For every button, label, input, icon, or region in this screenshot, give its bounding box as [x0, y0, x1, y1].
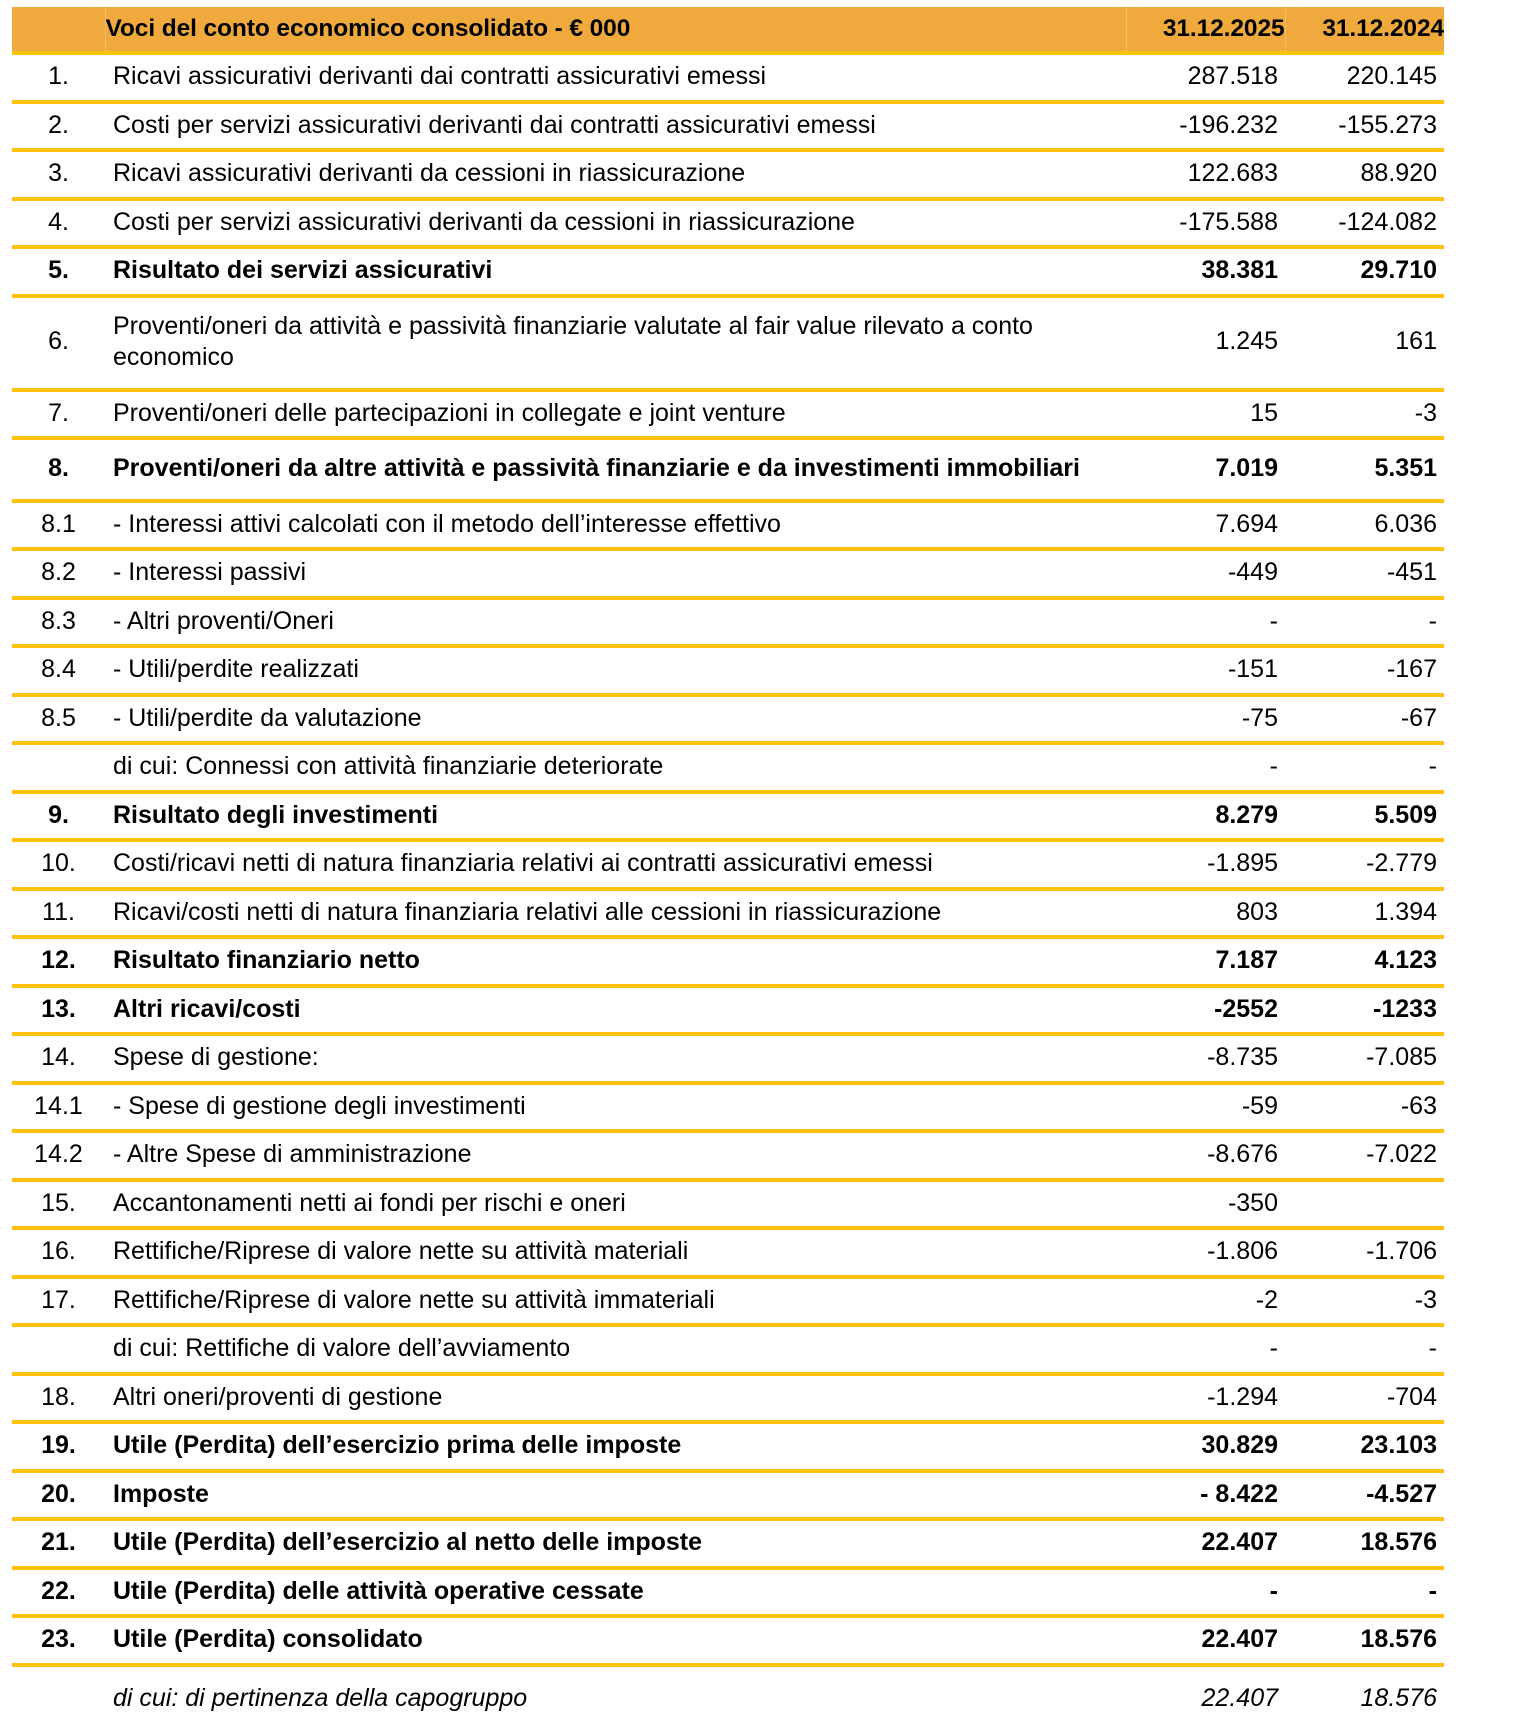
table-body: [12, 53, 1444, 1730]
row-label: Imposte: [105, 1471, 1126, 1520]
row-value-2025: -196.232: [1126, 102, 1285, 151]
row-value-2024: 161: [1285, 296, 1444, 390]
row-value-2025: 15: [1126, 390, 1285, 439]
table-row: [12, 1616, 1444, 1665]
row-value-2024: 18.576: [1285, 1616, 1444, 1665]
row-value-2025: -: [1126, 743, 1285, 792]
row-label: Proventi/oneri da altre attività e passività finanziarie e da investimenti immobiliari: [105, 438, 1126, 501]
header-number-col: [12, 7, 105, 53]
row-number: 23.: [12, 1616, 105, 1665]
table-row: [12, 53, 1444, 102]
row-number: 1.: [12, 53, 105, 102]
table-row: [12, 1228, 1444, 1277]
row-value-2025: -151: [1126, 646, 1285, 695]
table-row: [12, 1034, 1444, 1083]
row-label: Utile (Perdita) consolidato: [105, 1616, 1126, 1665]
row-number: 9.: [12, 792, 105, 841]
row-value-2024: -: [1285, 598, 1444, 647]
table-row: [12, 1519, 1444, 1568]
table-header: [12, 7, 1444, 53]
row-label: Proventi/oneri da attività e passività finanziarie valutate al fair value rilevato a conto economico: [105, 296, 1126, 390]
row-value-2024: -67: [1285, 695, 1444, 744]
row-number: 16.: [12, 1228, 105, 1277]
row-number: 12.: [12, 937, 105, 986]
header-period-2024: 31.12.2024: [1285, 7, 1444, 53]
row-label: di cui: Connessi con attività finanziarie deteriorate: [105, 743, 1126, 792]
row-label: Rettifiche/Riprese di valore nette su attività materiali: [105, 1228, 1126, 1277]
row-value-2025: 22.407: [1126, 1616, 1285, 1665]
row-label: Altri ricavi/costi: [105, 986, 1126, 1035]
row-value-2024: 23.103: [1285, 1422, 1444, 1471]
row-value-2025: 7.019: [1126, 438, 1285, 501]
row-number: 8.3: [12, 598, 105, 647]
row-label: - Interessi attivi calcolati con il metodo dell’interesse effettivo: [105, 501, 1126, 550]
row-label: Rettifiche/Riprese di valore nette su attività immateriali: [105, 1277, 1126, 1326]
row-label: Ricavi/costi netti di natura finanziaria relativi alle cessioni in riassicurazione: [105, 889, 1126, 938]
row-number: 19.: [12, 1422, 105, 1471]
row-number: 22.: [12, 1568, 105, 1617]
row-value-2025: -175.588: [1126, 199, 1285, 248]
row-value-2024: -7.085: [1285, 1034, 1444, 1083]
row-value-2024: -451: [1285, 549, 1444, 598]
row-number: 17.: [12, 1277, 105, 1326]
row-value-2025: -2552: [1126, 986, 1285, 1035]
row-label: Utile (Perdita) dell’esercizio prima delle imposte: [105, 1422, 1126, 1471]
table-row: [12, 986, 1444, 1035]
row-number: 3.: [12, 150, 105, 199]
header-row: [12, 7, 1444, 53]
table-row: [12, 598, 1444, 647]
row-number: 15.: [12, 1180, 105, 1229]
row-label: Altri oneri/proventi di gestione: [105, 1374, 1126, 1423]
row-value-2024: -: [1285, 1325, 1444, 1374]
row-value-2025: -1.294: [1126, 1374, 1285, 1423]
row-number: 14.1: [12, 1083, 105, 1132]
row-number: 2.: [12, 102, 105, 151]
row-value-2025: - 8.422: [1126, 1471, 1285, 1520]
table-row: [12, 1665, 1444, 1730]
row-value-2025: 8.279: [1126, 792, 1285, 841]
row-label: Utile (Perdita) delle attività operative cessate: [105, 1568, 1126, 1617]
table-row: [12, 1568, 1444, 1617]
table-row: [12, 390, 1444, 439]
row-number: 18.: [12, 1374, 105, 1423]
row-label: Risultato dei servizi assicurativi: [105, 247, 1126, 296]
row-value-2024: 220.145: [1285, 53, 1444, 102]
row-number: 4.: [12, 199, 105, 248]
row-value-2024: -2.779: [1285, 840, 1444, 889]
row-value-2025: -1.806: [1126, 1228, 1285, 1277]
row-label: Spese di gestione:: [105, 1034, 1126, 1083]
table-row: [12, 247, 1444, 296]
table-row: [12, 199, 1444, 248]
row-label: - Utili/perdite da valutazione: [105, 695, 1126, 744]
row-number: 8.4: [12, 646, 105, 695]
table-row: [12, 150, 1444, 199]
row-value-2025: -350: [1126, 1180, 1285, 1229]
row-number: [12, 1665, 105, 1730]
row-value-2024: 29.710: [1285, 247, 1444, 296]
table-row: [12, 102, 1444, 151]
row-label: - Altri proventi/Oneri: [105, 598, 1126, 647]
table-row: [12, 1131, 1444, 1180]
table-row: [12, 743, 1444, 792]
row-label: Risultato finanziario netto: [105, 937, 1126, 986]
table-row: [12, 1422, 1444, 1471]
row-value-2025: -2: [1126, 1277, 1285, 1326]
table-row: [12, 695, 1444, 744]
row-number: 21.: [12, 1519, 105, 1568]
row-value-2024: -124.082: [1285, 199, 1444, 248]
row-value-2025: -59: [1126, 1083, 1285, 1132]
row-value-2025: -1.895: [1126, 840, 1285, 889]
row-value-2025: 30.829: [1126, 1422, 1285, 1471]
row-label: Costi/ricavi netti di natura finanziaria relativi ai contratti assicurativi emessi: [105, 840, 1126, 889]
row-number: 7.: [12, 390, 105, 439]
row-value-2025: -75: [1126, 695, 1285, 744]
table-row: [12, 1083, 1444, 1132]
row-number: 11.: [12, 889, 105, 938]
table-row: [12, 792, 1444, 841]
row-value-2025: 38.381: [1126, 247, 1285, 296]
row-number: [12, 1325, 105, 1374]
table-row: [12, 296, 1444, 390]
row-value-2024: 1.394: [1285, 889, 1444, 938]
row-value-2025: 7.694: [1126, 501, 1285, 550]
row-label: - Utili/perdite realizzati: [105, 646, 1126, 695]
row-value-2024: -704: [1285, 1374, 1444, 1423]
row-value-2024: 6.036: [1285, 501, 1444, 550]
row-value-2024: 5.351: [1285, 438, 1444, 501]
row-value-2024: [1285, 1180, 1444, 1229]
row-label: Costi per servizi assicurativi derivanti dai contratti assicurativi emessi: [105, 102, 1126, 151]
row-value-2025: 22.407: [1126, 1519, 1285, 1568]
row-number: 8.: [12, 438, 105, 501]
row-number: 8.5: [12, 695, 105, 744]
row-value-2024: -3: [1285, 390, 1444, 439]
row-number: 5.: [12, 247, 105, 296]
row-number: [12, 743, 105, 792]
row-value-2024: -1233: [1285, 986, 1444, 1035]
header-description-col: Voci del conto economico consolidato - € 000: [105, 7, 1126, 53]
row-label: Ricavi assicurativi derivanti da cessioni in riassicurazione: [105, 150, 1126, 199]
row-value-2024: -155.273: [1285, 102, 1444, 151]
row-value-2025: -: [1126, 598, 1285, 647]
row-value-2024: 88.920: [1285, 150, 1444, 199]
table-row: [12, 1277, 1444, 1326]
row-number: 20.: [12, 1471, 105, 1520]
row-value-2025: -8.676: [1126, 1131, 1285, 1180]
table-row: [12, 937, 1444, 986]
table-row: [12, 889, 1444, 938]
row-value-2024: -: [1285, 743, 1444, 792]
row-label: - Interessi passivi: [105, 549, 1126, 598]
row-label: - Altre Spese di amministrazione: [105, 1131, 1126, 1180]
table-row: [12, 840, 1444, 889]
row-label: Ricavi assicurativi derivanti dai contratti assicurativi emessi: [105, 53, 1126, 102]
row-value-2025: -: [1126, 1325, 1285, 1374]
row-value-2024: -4.527: [1285, 1471, 1444, 1520]
row-label: Utile (Perdita) dell’esercizio al netto delle imposte: [105, 1519, 1126, 1568]
row-label: di cui: di pertinenza della capogruppo: [105, 1665, 1126, 1730]
row-value-2025: 22.407: [1126, 1665, 1285, 1730]
row-value-2025: 803: [1126, 889, 1285, 938]
row-label: - Spese di gestione degli investimenti: [105, 1083, 1126, 1132]
header-period-2025: 31.12.2025: [1126, 7, 1285, 53]
table-row: [12, 1374, 1444, 1423]
table-row: [12, 1180, 1444, 1229]
row-value-2025: 7.187: [1126, 937, 1285, 986]
row-value-2025: -: [1126, 1568, 1285, 1617]
table-row: [12, 549, 1444, 598]
row-number: 6.: [12, 296, 105, 390]
row-number: 8.2: [12, 549, 105, 598]
row-value-2024: -7.022: [1285, 1131, 1444, 1180]
table-row: [12, 1471, 1444, 1520]
row-label: di cui: Rettifiche di valore dell’avviamento: [105, 1325, 1126, 1374]
table-row: [12, 1325, 1444, 1374]
row-number: 8.1: [12, 501, 105, 550]
row-value-2025: -449: [1126, 549, 1285, 598]
row-value-2024: 5.509: [1285, 792, 1444, 841]
table-row: [12, 438, 1444, 501]
row-value-2025: 287.518: [1126, 53, 1285, 102]
row-value-2024: 18.576: [1285, 1665, 1444, 1730]
row-label: Accantonamenti netti ai fondi per rischi e oneri: [105, 1180, 1126, 1229]
row-label: Proventi/oneri delle partecipazioni in collegate e joint venture: [105, 390, 1126, 439]
consolidated-income-statement-table: [12, 7, 1444, 1730]
row-number: 14.: [12, 1034, 105, 1083]
row-value-2024: -63: [1285, 1083, 1444, 1132]
row-value-2025: 1.245: [1126, 296, 1285, 390]
row-number: 10.: [12, 840, 105, 889]
row-value-2025: 122.683: [1126, 150, 1285, 199]
row-value-2024: -: [1285, 1568, 1444, 1617]
row-value-2024: 4.123: [1285, 937, 1444, 986]
table-row: [12, 646, 1444, 695]
row-value-2025: -8.735: [1126, 1034, 1285, 1083]
row-value-2024: 18.576: [1285, 1519, 1444, 1568]
row-value-2024: -167: [1285, 646, 1444, 695]
row-label: Risultato degli investimenti: [105, 792, 1126, 841]
row-number: 13.: [12, 986, 105, 1035]
row-label: Costi per servizi assicurativi derivanti da cessioni in riassicurazione: [105, 199, 1126, 248]
row-value-2024: -1.706: [1285, 1228, 1444, 1277]
row-value-2024: -3: [1285, 1277, 1444, 1326]
table-row: [12, 501, 1444, 550]
row-number: 14.2: [12, 1131, 105, 1180]
